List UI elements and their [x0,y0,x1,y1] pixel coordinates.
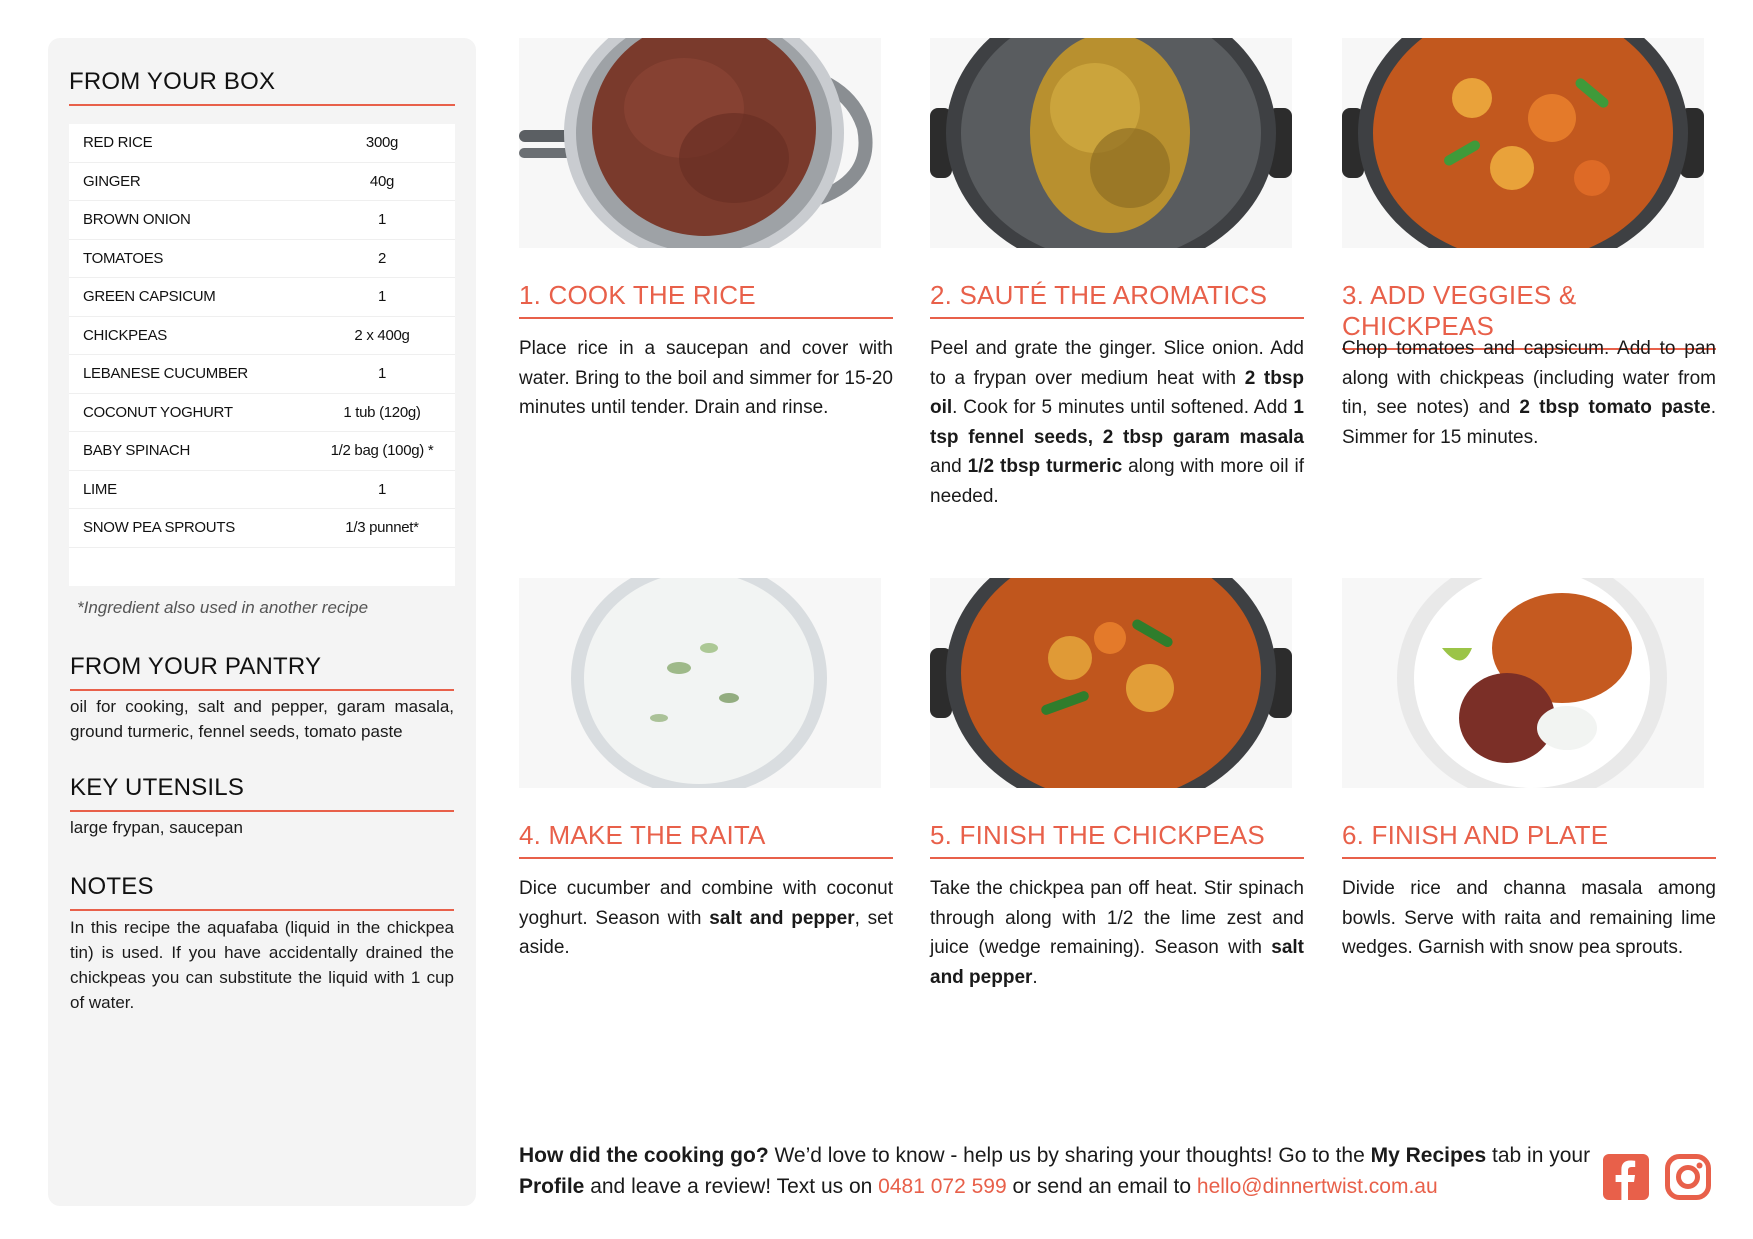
text-run: Place rice in a saucepan and cover with water. Bring to the boil and simmer for 15-20 minutes until tender. Drain and rinse. [519,338,893,418]
text-run: 1 tsp fennel seeds, 2 tbsp garam masala [930,397,1304,448]
ingredient-qty: 300g [365,134,399,152]
step-2-photo-onion-pan [930,38,1292,248]
step-4-photo-raita-bowl [519,578,881,788]
step-3-title: 3. ADD VEGGIES & CHICKPEAS [1342,280,1716,350]
utensils-text: large frypan, saucepan [70,818,243,837]
ingredient-qty: 40g [369,172,395,190]
step-3-text [1342,334,1716,452]
step-1-title: 1. COOK THE RICE [519,280,893,319]
text-run: , set aside. [519,907,894,958]
text-run: along with more oil if needed. [930,456,1305,507]
step-5-title: 5. FINISH THE CHICKPEAS [930,820,1304,859]
ingredient-qty: 1/3 punnet* [345,519,419,537]
text-run: How did the cooking go? [519,1144,769,1167]
contact-link[interactable]: hello@dinnertwist.com.au [1196,1175,1438,1198]
ingredient-qty: 1 [377,365,387,383]
ingredient-qty: 2 x 400g [354,326,410,344]
ingredient-name: RED RICE [83,134,153,152]
contact-link[interactable]: 0481 072 599 [878,1175,1007,1198]
text-run: . [1032,966,1038,988]
step-6-text [1342,874,1716,963]
instagram-icon[interactable] [1665,1154,1711,1200]
text-run: 1/2 tbsp turmeric [967,456,1123,477]
text-run: and leave a review! Text us on [584,1175,879,1198]
text-run: Dice cucumber and combine with coconut yoghurt. Season with [519,878,893,929]
ingredient-name: GREEN CAPSICUM [83,288,216,306]
notes-text: In this recipe the aquafaba (liquid in the chickpea tin) is used. If you have accidentally drained the chickpeas you can substitute the liquid with 1 cup of water. [70,918,454,1012]
ingredient-qty: 1 [377,211,387,229]
ingredient-name: BABY SPINACH [83,442,190,460]
box-ingredients-table [69,124,455,586]
pantry-title: FROM YOUR PANTRY [70,653,454,691]
text-run: salt and pepper [930,937,1304,988]
utensils-title: KEY UTENSILS [70,774,454,812]
text-run: 2 tbsp oil [930,367,1304,418]
ingredient-row [69,124,455,163]
text-run: 2 tbsp tomato paste [1519,397,1711,418]
step-4-text [519,874,893,963]
ingredient-name: BROWN ONION [83,211,191,229]
ingredient-qty: 1 tub (120g) [343,403,421,421]
ingredient-row [69,201,455,240]
ingredient-qty: 1/2 bag (100g) * [330,442,434,460]
ingredient-row [69,240,455,279]
step-5-text [930,874,1304,992]
step-6-photo-plated-dish [1342,578,1704,788]
text-run: salt and pepper [709,907,855,929]
ingredient-qty: 2 [377,249,387,267]
text-run: Peel and grate the ginger. Slice onion. Add to a frypan over medium heat with [930,338,1304,389]
box-title: FROM YOUR BOX [69,68,455,106]
ingredient-name: CHICKPEAS [83,326,167,344]
ingredient-name: COCONUT YOGHURT [83,403,233,421]
feedback-footer [519,1140,1599,1202]
ingredient-qty: 1 [377,480,387,498]
ingredient-name: TOMATOES [83,249,164,267]
text-run: Profile [519,1175,585,1198]
ingredient-name: LIME [83,480,117,498]
ingredient-row [69,163,455,202]
box-footnote: *Ingredient also used in another recipe [77,598,369,617]
step-1-photo-rice-colander [519,38,881,248]
ingredient-row [69,317,455,356]
text-run: Take the chickpea pan off heat. Stir spinach through along with 1/2 the lime zest and juice (wedge remaining). Season with [930,878,1304,958]
text-run: . Cook for 5 minutes until softened. Add [952,397,1294,418]
notes-title: NOTES [70,873,454,911]
ingredient-name: SNOW PEA SPROUTS [83,519,235,537]
text-run: Chop tomatoes and capsicum. Add to pan along with chickpeas (including water from tin, see notes) and [1342,338,1716,418]
step-3-photo-veggies-pan [1342,38,1704,248]
step-1-text [519,334,893,423]
facebook-icon[interactable] [1603,1154,1649,1200]
ingredient-row [69,394,455,433]
ingredients-sidebar [48,38,476,1206]
step-4-title: 4. MAKE THE RAITA [519,820,893,859]
text-run: We’d love to know - help us by sharing your thoughts! Go to the [768,1144,1371,1167]
text-run: and [930,456,968,477]
ingredient-name: GINGER [83,172,141,190]
text-run: or send an email to [1006,1175,1197,1198]
ingredient-name: LEBANESE CUCUMBER [83,365,248,383]
text-run: . Simmer for 15 minutes. [1342,397,1716,448]
pantry-text: oil for cooking, salt and pepper, garam masala, ground turmeric, fennel seeds, tomato paste [70,697,454,741]
ingredient-qty: 1 [377,288,387,306]
step-6-title: 6. FINISH AND PLATE [1342,820,1716,859]
step-2-text [930,334,1304,511]
step-2-title: 2. SAUTÉ THE AROMATICS [930,280,1304,319]
ingredient-row [69,355,455,394]
text-run: My Recipes [1370,1144,1487,1167]
ingredient-row [69,278,455,317]
ingredient-row [69,432,455,471]
ingredient-row [69,509,455,548]
text-run: tab in your [1486,1144,1591,1167]
text-run: Divide rice and channa masala among bowls. Serve with raita and remaining lime wedges. Garnish with snow pea sprouts. [1342,878,1716,958]
step-5-photo-chickpea-pan [930,578,1292,788]
ingredient-row [69,471,455,510]
